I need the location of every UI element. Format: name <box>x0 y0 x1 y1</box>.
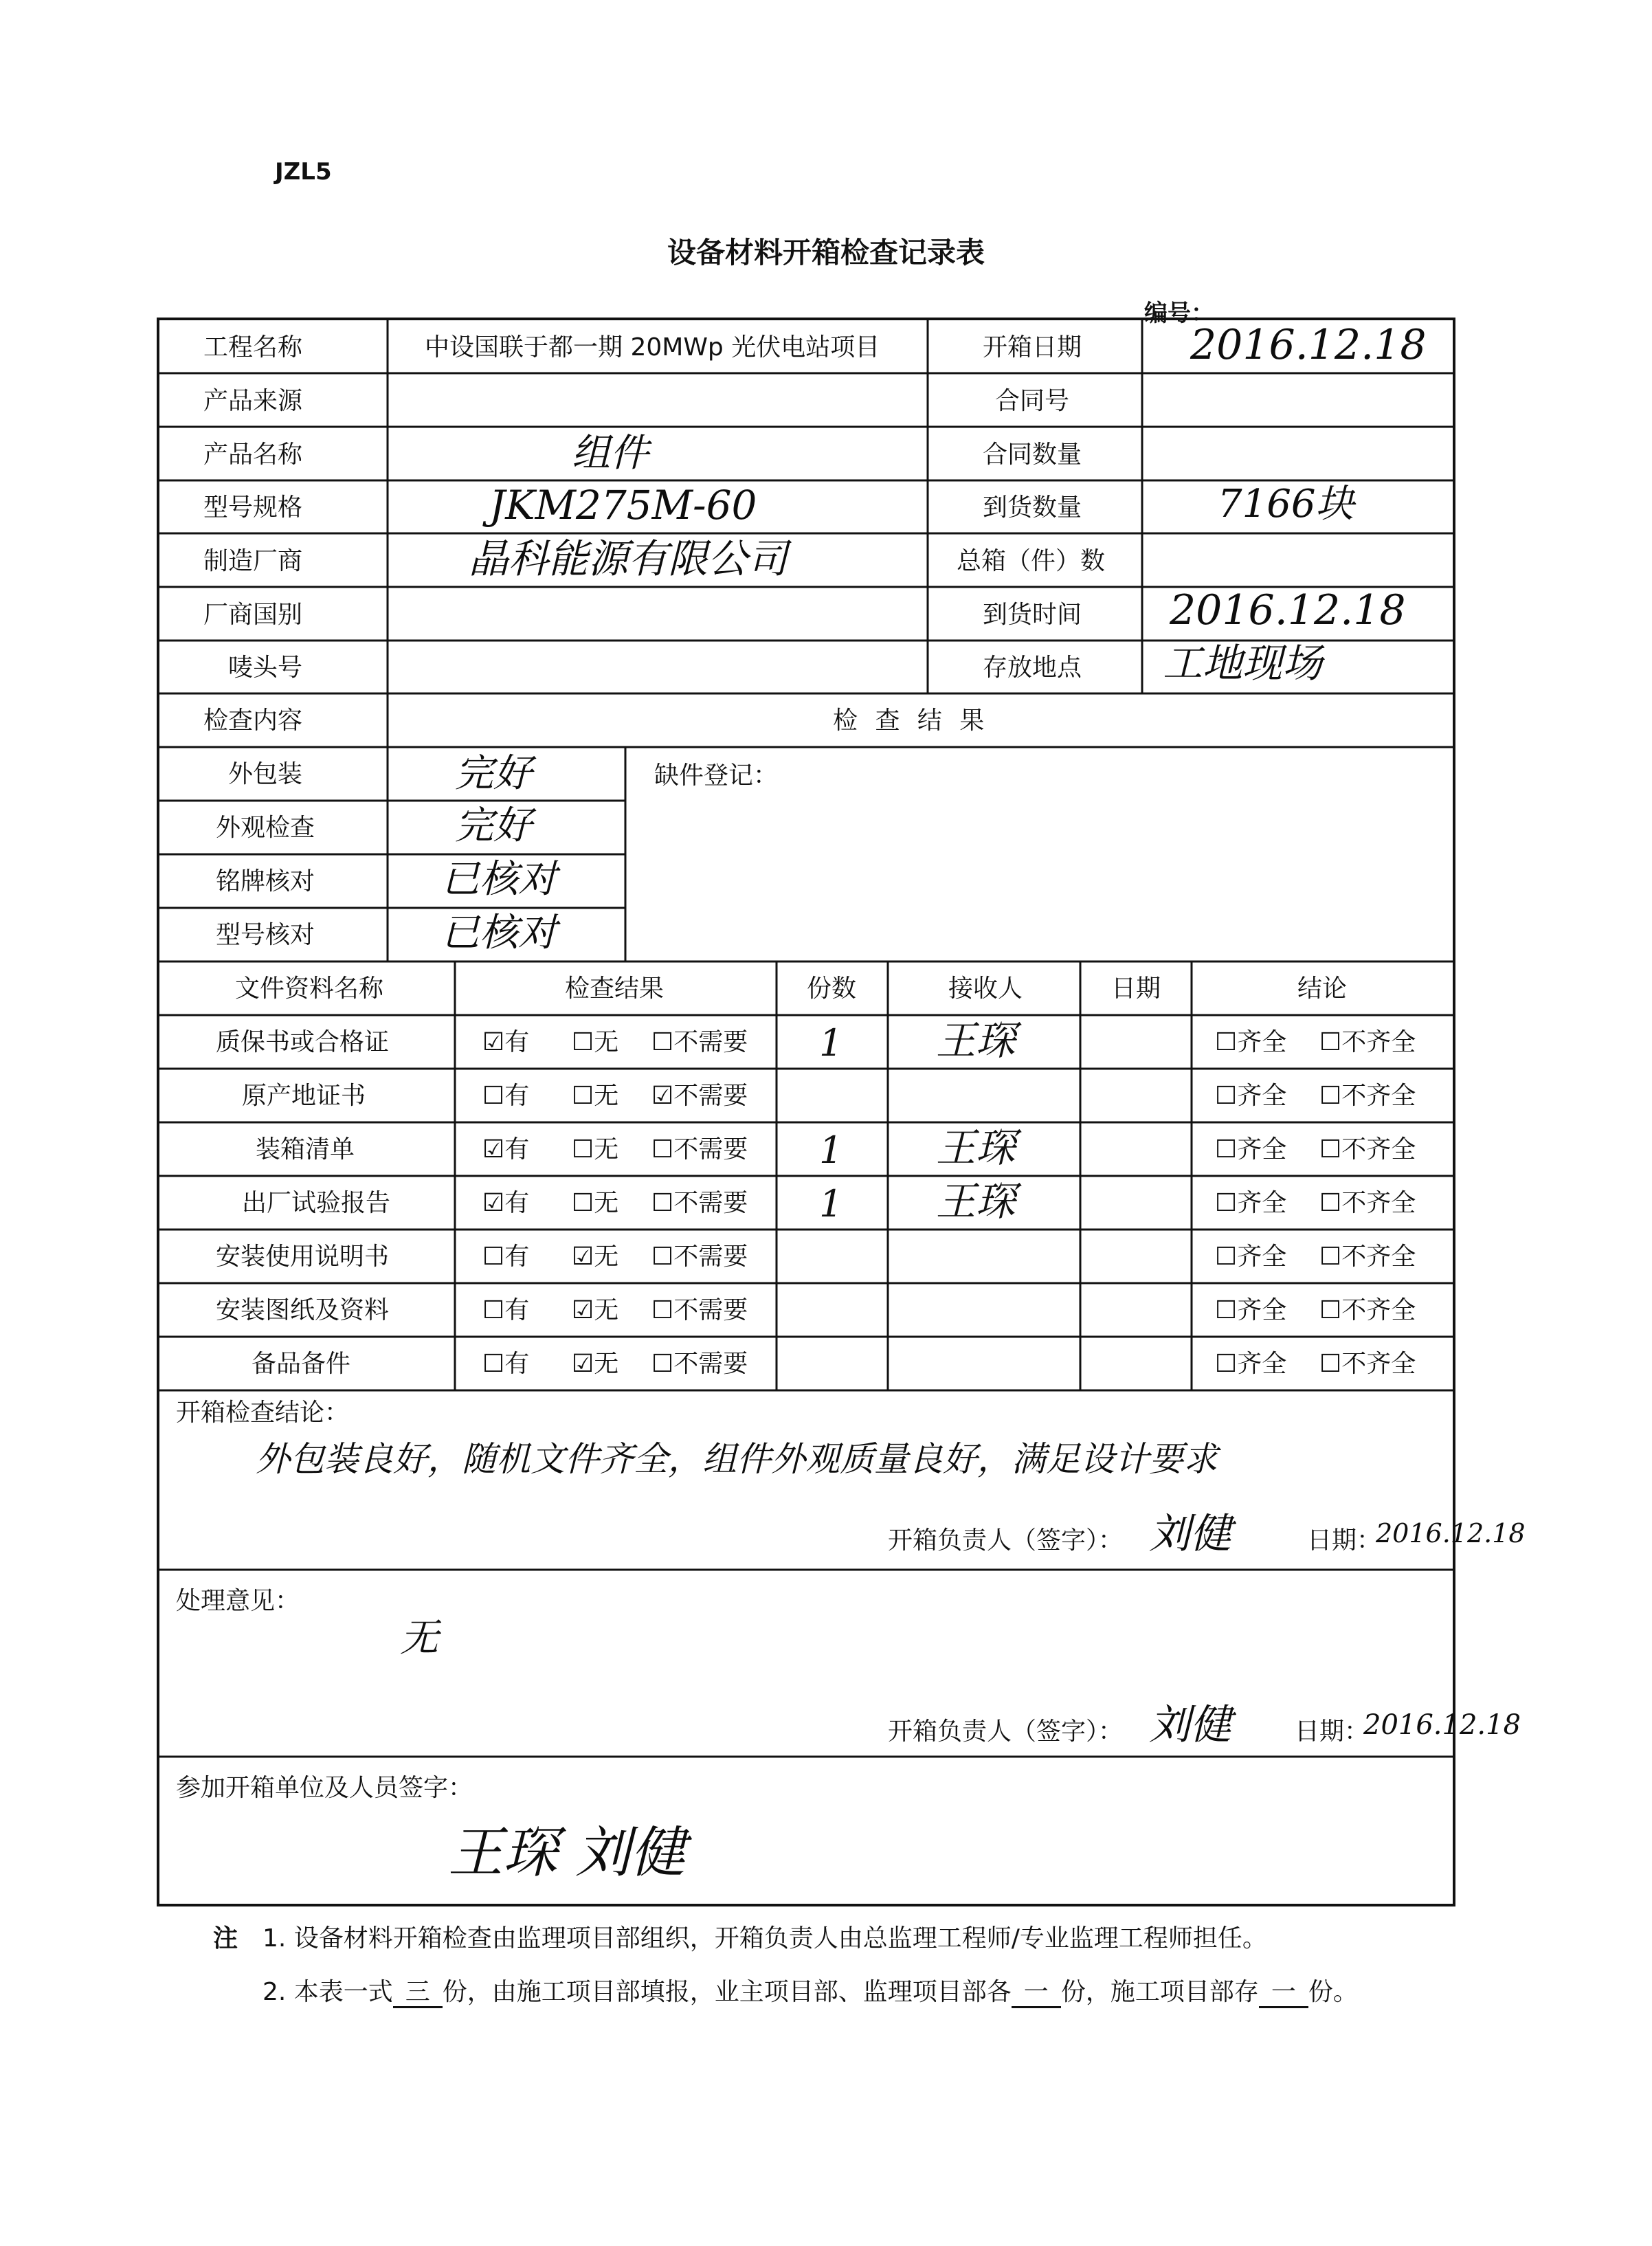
result-option-have <box>482 1084 529 1109</box>
docs-header-result: 检查结果 <box>565 975 665 1003</box>
conclusion-option-complete <box>1215 1352 1286 1377</box>
inspection-item-value: 已核对 <box>441 857 557 902</box>
option-label: 不齐全 <box>1341 1028 1416 1056</box>
inspection-result-label: 检 查 结 果 <box>833 707 985 735</box>
opinion-signer-label: 开箱负责人（签字）： <box>888 1717 1124 1746</box>
note-line-1: 1. 设备材料开箱检查由监理项目部组织，开箱负责人由总监理工程师/专业监理工程师担任。 <box>263 1924 1267 1953</box>
checkbox-icon[interactable]: ☐ <box>1215 1243 1238 1271</box>
option-label: 不齐全 <box>1341 1189 1416 1217</box>
result-option-have <box>482 1352 529 1377</box>
option-label: 无 <box>594 1135 619 1164</box>
copies-keep-fill: 一 <box>1259 1979 1308 2008</box>
inspection-item-value: 完好 <box>455 751 532 796</box>
doc-name: 安装图纸及资料 <box>216 1296 390 1324</box>
checkbox-icon[interactable]: ☐ <box>1215 1350 1238 1378</box>
option-label: 不齐全 <box>1341 1135 1416 1164</box>
option-label: 不需要 <box>673 1350 748 1378</box>
project-label: 工程名称 <box>203 333 303 362</box>
result-option-unneeded <box>651 1298 748 1323</box>
option-label: 不齐全 <box>1341 1082 1416 1110</box>
checkbox-icon[interactable]: ☐ <box>1215 1189 1238 1217</box>
option-label: 有 <box>504 1082 530 1110</box>
inspection-item-label: 外包装 <box>228 760 303 788</box>
checkbox-icon[interactable]: ☐ <box>1215 1028 1238 1056</box>
conclusion-option-incomplete <box>1319 1137 1416 1162</box>
serial-label: 编号： <box>1144 300 1214 327</box>
arrival-time-value: 2016.12.18 <box>1170 586 1406 634</box>
form-notes <box>213 1912 1358 2019</box>
product-value: 组件 <box>572 431 649 476</box>
opinion-label: 处理意见： <box>176 1587 300 1615</box>
note-line-2-part-d: 份。 <box>1308 1978 1358 2006</box>
result-option-unneeded <box>651 1030 748 1055</box>
option-label: 齐全 <box>1237 1350 1287 1378</box>
option-label: 不需要 <box>673 1296 748 1324</box>
total-boxes-label: 总箱（件）数 <box>957 547 1106 575</box>
participants-signatures: 王琛 刘健 <box>448 1821 686 1884</box>
option-label: 不齐全 <box>1341 1296 1416 1324</box>
participants-label: 参加开箱单位及人员签字： <box>176 1774 473 1802</box>
country-label: 厂商国别 <box>203 601 303 629</box>
conclusion-option-complete <box>1215 1191 1286 1216</box>
conclusion-option-complete <box>1215 1137 1286 1162</box>
checkbox-icon[interactable]: ☐ <box>1215 1296 1238 1324</box>
option-label: 齐全 <box>1237 1082 1287 1110</box>
checkbox-icon[interactable]: ☑ <box>651 1082 674 1110</box>
copies-each-fill: 一 <box>1012 1979 1061 2008</box>
result-option-none <box>572 1298 618 1323</box>
doc-name: 安装使用说明书 <box>216 1243 390 1271</box>
result-option-none <box>572 1191 618 1216</box>
checkbox-icon[interactable]: ☐ <box>651 1350 674 1378</box>
inspection-form <box>157 318 1526 1906</box>
checkbox-icon[interactable]: ☐ <box>572 1135 594 1164</box>
result-option-none <box>572 1030 618 1055</box>
mark-label: 唛头号 <box>228 654 303 682</box>
conclusion-option-complete <box>1215 1084 1286 1109</box>
checkbox-icon[interactable]: ☑ <box>482 1189 505 1217</box>
option-label: 无 <box>594 1350 619 1378</box>
option-label: 有 <box>504 1296 530 1324</box>
option-label: 不需要 <box>673 1189 748 1217</box>
checkbox-icon[interactable]: ☐ <box>1319 1296 1342 1324</box>
checkbox-icon[interactable]: ☐ <box>572 1082 594 1110</box>
opinion-date-label: 日期： <box>1295 1717 1370 1746</box>
conclusion-option-incomplete <box>1319 1298 1416 1323</box>
doc-copies: 1 <box>819 1182 843 1225</box>
option-label: 无 <box>594 1028 619 1056</box>
checkbox-icon[interactable]: ☑ <box>572 1243 594 1271</box>
maker-value: 晶科能源有限公司 <box>469 535 788 582</box>
option-label: 不齐全 <box>1341 1243 1416 1271</box>
copies-total-fill: 三 <box>393 1979 443 2008</box>
note-line-2-part-b: 份，由施工项目部填报，业主项目部、监理项目部各 <box>442 1978 1012 2006</box>
checkbox-icon[interactable]: ☐ <box>1319 1189 1342 1217</box>
doc-receiver-signature: 王琛 <box>936 1178 1016 1225</box>
option-label: 齐全 <box>1237 1028 1287 1056</box>
checkbox-icon[interactable]: ☐ <box>651 1028 674 1056</box>
doc-receiver-signature: 王琛 <box>936 1017 1016 1064</box>
arrival-qty-value: 7166块 <box>1218 482 1354 526</box>
form-grid-lines <box>159 320 1453 1904</box>
checkbox-icon[interactable]: ☐ <box>482 1243 505 1271</box>
checkbox-icon[interactable]: ☐ <box>651 1189 674 1217</box>
docs-header-conclusion: 结论 <box>1297 975 1348 1003</box>
note-line-2-part-a: 2. 本表一式 <box>263 1978 393 2006</box>
option-label: 不需要 <box>673 1135 748 1164</box>
option-label: 齐全 <box>1237 1296 1287 1324</box>
inspection-item-label: 外观检查 <box>216 814 315 842</box>
inspection-content-label: 检查内容 <box>203 707 303 735</box>
conclusion-date-label: 日期： <box>1307 1526 1382 1555</box>
arrival-time-label: 到货时间 <box>983 601 1082 629</box>
doc-receiver-signature: 王琛 <box>936 1124 1016 1171</box>
checkbox-icon[interactable]: ☐ <box>482 1296 505 1324</box>
result-option-have <box>482 1298 529 1323</box>
checkbox-icon[interactable]: ☐ <box>1215 1135 1238 1164</box>
checkbox-icon[interactable]: ☐ <box>651 1296 674 1324</box>
doc-name: 装箱清单 <box>256 1135 355 1164</box>
result-option-have <box>482 1191 529 1216</box>
model-label: 型号规格 <box>203 493 303 522</box>
conclusion-option-incomplete <box>1319 1191 1416 1216</box>
conclusion-option-incomplete <box>1319 1084 1416 1109</box>
checkbox-icon[interactable]: ☐ <box>1319 1135 1342 1164</box>
doc-name: 出厂试验报告 <box>242 1189 391 1217</box>
conclusion-option-incomplete <box>1319 1352 1416 1377</box>
docs-header-name: 文件资料名称 <box>235 975 384 1003</box>
checkbox-icon[interactable]: ☐ <box>1319 1350 1342 1378</box>
checkbox-icon[interactable]: ☑ <box>482 1028 505 1056</box>
inspection-item-label: 型号核对 <box>216 921 315 949</box>
checkbox-icon[interactable]: ☐ <box>651 1135 674 1164</box>
conclusion-label: 开箱检查结论： <box>176 1399 350 1427</box>
checkbox-icon[interactable]: ☐ <box>651 1243 674 1271</box>
conclusion-signature: 刘健 <box>1149 1510 1231 1558</box>
option-label: 无 <box>594 1296 619 1324</box>
option-label: 无 <box>594 1189 619 1217</box>
doc-name: 原产地证书 <box>242 1082 366 1110</box>
conclusion-signer-label: 开箱负责人（签字）： <box>888 1526 1124 1555</box>
unbox-date-value: 2016.12.18 <box>1190 321 1427 369</box>
result-option-unneeded <box>651 1137 748 1162</box>
option-label: 不需要 <box>673 1243 748 1271</box>
checkbox-icon[interactable]: ☑ <box>572 1296 594 1324</box>
inspection-item-value: 完好 <box>455 803 532 848</box>
checkbox-icon[interactable]: ☑ <box>482 1135 505 1164</box>
contract-no-label: 合同号 <box>995 387 1070 415</box>
checkbox-icon[interactable]: ☐ <box>1319 1243 1342 1271</box>
option-label: 有 <box>504 1135 530 1164</box>
storage-label: 存放地点 <box>983 654 1082 682</box>
result-option-none <box>572 1084 618 1109</box>
result-option-unneeded <box>651 1084 748 1109</box>
result-option-have <box>482 1137 529 1162</box>
opinion-date: 2016.12.18 <box>1363 1709 1521 1741</box>
opinion-text: 无 <box>400 1616 438 1660</box>
option-label: 齐全 <box>1237 1189 1287 1217</box>
note-line-2-part-c: 份，施工项目部存 <box>1060 1978 1259 2006</box>
checkbox-icon[interactable]: ☐ <box>1319 1028 1342 1056</box>
option-label: 无 <box>594 1082 619 1110</box>
option-label: 有 <box>504 1028 530 1056</box>
project-value: 中设国联于都一期 20MWp 光伏电站项目 <box>425 333 880 362</box>
docs-header-receiver: 接收人 <box>948 975 1023 1003</box>
doc-copies: 1 <box>819 1021 843 1065</box>
result-option-have <box>482 1245 529 1269</box>
option-label: 齐全 <box>1237 1243 1287 1271</box>
result-option-none <box>572 1137 618 1162</box>
form-code: JZL5 <box>275 158 332 186</box>
checkbox-icon[interactable]: ☐ <box>572 1028 594 1056</box>
inspection-item-label: 铭牌核对 <box>216 867 315 896</box>
conclusion-option-complete <box>1215 1030 1286 1055</box>
option-label: 无 <box>594 1243 619 1271</box>
result-option-have <box>482 1030 529 1055</box>
docs-header-copies: 份数 <box>807 975 857 1003</box>
result-option-unneeded <box>651 1191 748 1216</box>
option-label: 齐全 <box>1237 1135 1287 1164</box>
result-option-unneeded <box>651 1352 748 1377</box>
inspection-item-value: 已核对 <box>441 911 557 955</box>
notes-prefix: 注 <box>213 1924 238 1953</box>
doc-name: 备品备件 <box>252 1350 351 1378</box>
checkbox-icon[interactable]: ☑ <box>572 1350 594 1378</box>
checkbox-icon[interactable]: ☐ <box>482 1082 505 1110</box>
option-label: 不齐全 <box>1341 1350 1416 1378</box>
product-label: 产品名称 <box>203 441 303 469</box>
option-label: 不需要 <box>673 1082 748 1110</box>
conclusion-option-complete <box>1215 1245 1286 1269</box>
checkbox-icon[interactable]: ☐ <box>1215 1082 1238 1110</box>
conclusion-option-incomplete <box>1319 1030 1416 1055</box>
opinion-signature: 刘健 <box>1149 1701 1231 1749</box>
option-label: 有 <box>504 1243 530 1271</box>
option-label: 有 <box>504 1189 530 1217</box>
conclusion-option-incomplete <box>1319 1245 1416 1269</box>
arrival-qty-label: 到货数量 <box>983 493 1082 522</box>
contract-qty-label: 合同数量 <box>983 441 1082 469</box>
unbox-date-label: 开箱日期 <box>983 333 1082 362</box>
conclusion-text: 外包装良好，随机文件齐全，组件外观质量良好，满足设计要求 <box>256 1439 1218 1479</box>
storage-value: 工地现场 <box>1163 640 1323 687</box>
doc-name: 质保书或合格证 <box>216 1028 390 1056</box>
model-value: JKM275M-60 <box>489 482 757 529</box>
result-option-none <box>572 1352 618 1377</box>
docs-header-date: 日期 <box>1111 975 1161 1003</box>
page-title: 设备材料开箱检查记录表 <box>667 236 985 269</box>
option-label: 有 <box>504 1350 530 1378</box>
option-label: 不需要 <box>673 1028 748 1056</box>
conclusion-option-complete <box>1215 1298 1286 1323</box>
doc-copies: 1 <box>819 1128 843 1172</box>
checkbox-icon[interactable]: ☐ <box>482 1350 505 1378</box>
checkbox-icon[interactable]: ☐ <box>572 1189 594 1217</box>
missing-parts-label: 缺件登记： <box>654 761 779 790</box>
maker-label: 制造厂商 <box>203 547 303 575</box>
result-option-unneeded <box>651 1245 748 1269</box>
source-label: 产品来源 <box>203 387 303 415</box>
checkbox-icon[interactable]: ☐ <box>1319 1082 1342 1110</box>
conclusion-date: 2016.12.18 <box>1376 1518 1526 1548</box>
result-option-none <box>572 1245 618 1269</box>
